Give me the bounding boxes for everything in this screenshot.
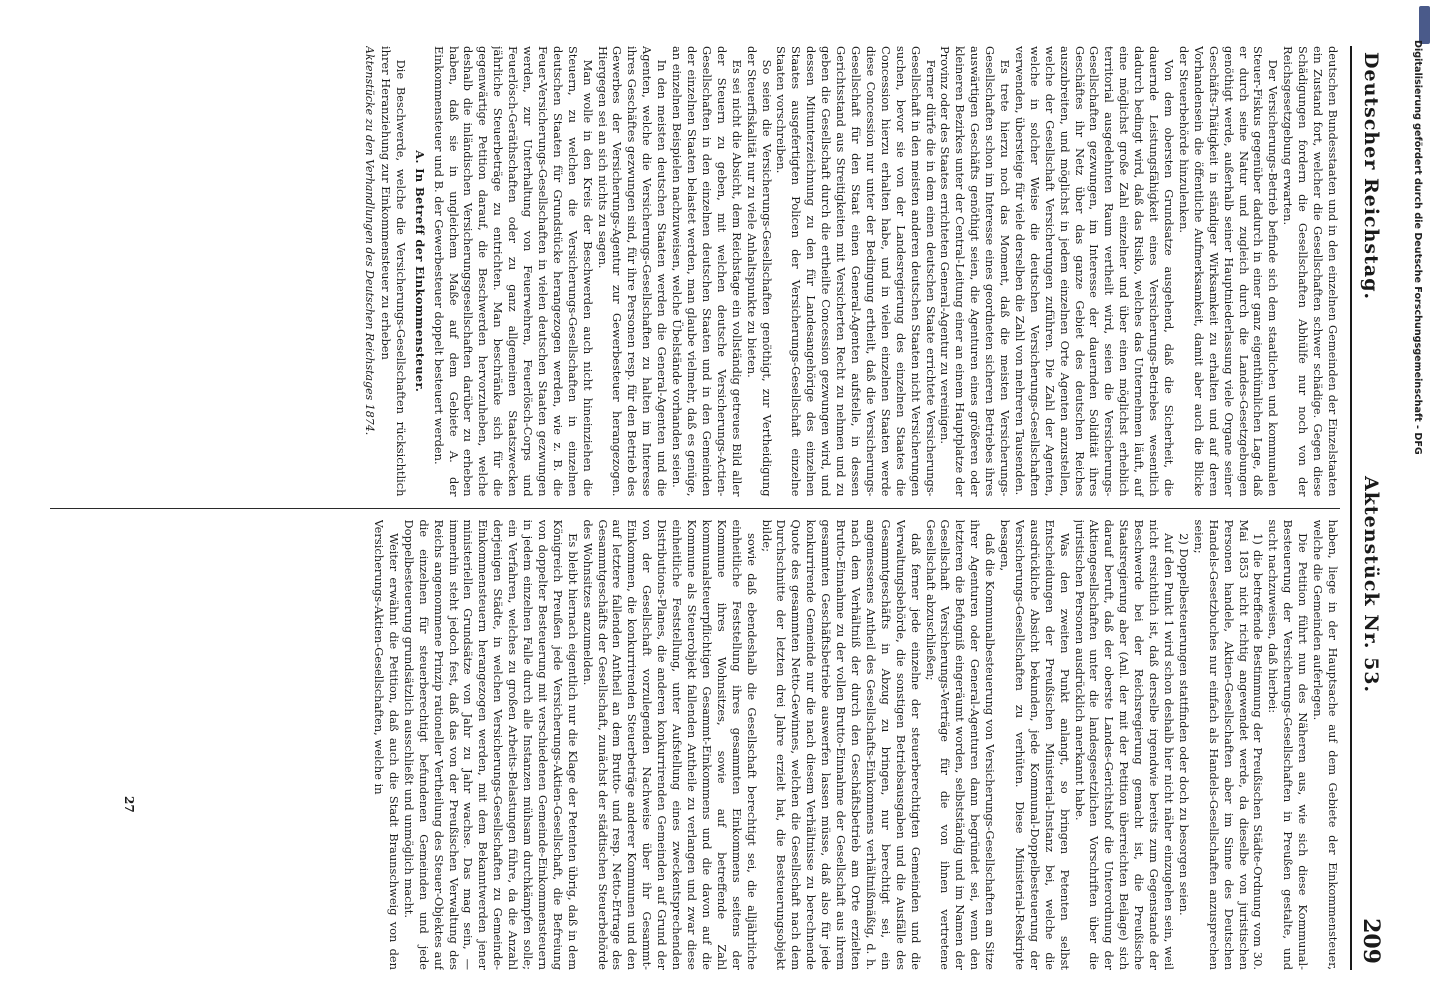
paragraph: haben, liege in der Hauptsache auf dem Gebiete der Einkommensteuer, welche die Gemeinden auferlegen.	[1311, 519, 1340, 971]
digitisation-credit: Digitalisierung gefördert durch die Deutsche Forschungsgemeinschaft - DFG	[1412, 40, 1423, 455]
column-divider	[50, 508, 1340, 509]
paragraph: So seien die Versicherungs-Gesellschaften genöthigt, zur Vertheidigung der Steuerfiskalität nur zu viele Anhaltspunkte zu bieten.	[744, 46, 774, 497]
text-columns	[50, 46, 1340, 970]
paragraph: Die Petition führt nun des Näheren aus, wie sich diese Kommunal-Besteuerung der Versicherungs-Gesellschaften in Preußen gestalte, und sucht nachzuweisen, daß hierbei:	[1266, 519, 1311, 971]
paragraph: 2) Doppelbesteuerungen stattfinden oder doch zu besorgen seien.	[1176, 533, 1191, 916]
paragraph: In den meisten deutschen Staaten werden die General-Agenten und die Agenten, welche die Versicherungs-Gesellschaften zu halten im Interesse ihres Geschäftes gezwungen sind, für ihre Personen resp. für den Betrieb des Gewerbes der Versicherungs-Agentur zur Gewerbesteuer herangezogen. Hiergegen sei an sich nichts zu sagen.	[595, 46, 670, 497]
dfg-logo-icon	[1419, 6, 1430, 44]
source-line: Aktenstücke zu den Verhandlungen des Deutschen Reichstages 1874.	[363, 46, 376, 436]
paragraph: Was den zweiten Punkt anlangt, so bringen Petenten selbst Entscheidungen der Preußischen Ministerial-Instanz bei, welche die ausdrückliche Absicht bekunden, jede Kommunal-Doppelbesteuerung der Versicherungs-Gesellschaften zu verhüten. Diese Ministerial-Reskripte besagen,	[998, 519, 1072, 971]
paragraph: Es trete hierzu noch das Moment, daß die meisten Versicherungs-Gesellschaften schon im Interesse eines geordneten sicheren Betriebes ihres auswärtigen Geschäfts genöthigt seien, die Agenturen eines größeren oder kleineren Bezirkes unter der Central-Leitung einer an einem Hauptplatze der Provinz oder des Staates errichteten General-Agentur zu vereinigen.	[938, 46, 1013, 497]
page-number: 209	[1358, 918, 1384, 964]
paragraph: Weiter erwähnt die Petition, daß auch die Stadt Braunschweig von den Versicherungs-Aktien-Gesellschaften, welche in	[372, 519, 401, 971]
paragraph: Es bleibt hiernach eigentlich nur die Klage der Petenten übrig, daß in dem Königreich Preußen jede Versicherungs-Aktien-Gesellschaft, die Befreiung von doppelter Besteuerung mit verschiedenen Gemeinde-Einkommensteuern in jedem einzelnen Falle durch alle Instanzen mühsam durchkämpfen solle; ein Verfahren, welches zu großen Arbeits-Belastungen führe, da die Anzahl derjenigen Städte, in welchen Versicherungs-Gesellschaften zu Gemeinde-Einkommensteuern herangezogen werden, mit dem Bekanntwerden jener ministeriellen Grundsätze von Jahr zu Jahr wachse. Das mag sein, — immerhin steht jedoch fest, daß das von der Preußischen Verwaltung des Reichs angenommene Prinzip rationeller Vertheilung des Steuer-Objektes auf die einzelnen für steuerberechtigt befundenen Gemeinden und jede Doppelbesteuerung grundsätzlich ausschließt und unmöglich macht.	[401, 519, 580, 971]
signature-mark: 27	[122, 796, 136, 813]
running-head	[1350, 46, 1388, 970]
paragraph: Von dem obersten Grundsatze ausgehend, daß die Sicherheit, die dauernde Leistungsfähigkeit eines Versicherungs-Betriebes wesentlich dadurch bedingt wird, daß das Risiko, welches das Unternehmen läuft, auf eine möglichst große Zahl einzelner und über einen möglichst erheblich territorial ausgedehnten Raum vertheilt wird, seien die Versicherungs-Gesellschaften gezwungen, im Interesse der dauernden Solidität ihres Geschäftes ihr Netz über das ganze Gebiet des deutschen Reiches auszubreiten, und möglichst in jedem einzelnen Orte Agenten anzustellen, welche der Gesellschaft Versicherungen zuführen. Die Zahl der Agenten, welche in solcher Weise die deutschen Versicherungs-Gesellschaften verwenden, übersteige für viele derselben die Zahl von mehreren Tausenden.	[1012, 46, 1177, 497]
paragraph: sowie daß ebendeshalb die Gesellschaft berechtigt sei, die alljährliche einheitliche Feststellung ihres gesammten Einkommens seitens der Kommune ihres Wohnsitzes, sowie auf betreffende Zahl kommunalsteuerpflichtigen Gesammt-Einkommens und die davon auf die Kommune als Steuerobjekt fallenden Antheile zu verlangen und zwar diese einheitliche Feststellung, unter Aufstellung eines zweckentsprechenden Distributions-Planes, die anderen konkurrirenden Gemeinden auf Grund der von der Gesellschaft vorzulegenden Nachweise über ihr Gesammt-Einkommen, die konkurrirenden Steuerbeträge anderer Kommunen und den auf letztere fallenden Antheil an dem Brutto- und resp. Netto-Ertrage des Gesammtgeschäfts der Gesellschaft, zunächst der städtischen Steuerbehörde des Wohnsitzes anzumelden.	[580, 519, 759, 971]
paragraph: deutschen Bundesstaaten und in den einzelnen Gemeinden der Einzelstaaten ein Zustand fort, welcher die Gesellschaften schwer schädige. Gegen diese Schädigungen fordern die Gesellschaften Abhülfe nur noch von der Reichsgesetzgebung erwarten.	[1281, 46, 1340, 497]
document-number: Aktenstück Nr. 53.	[1360, 476, 1382, 694]
paragraph: daß die Kommunalbesteuerung von Versicherungs-Gesellschaften am Sitze ihrer Agenturen oder General-Agenturen dann begründet sei, wenn den letzteren die Befugniß eingeräumt worden, selbstständig und im Namen der Gesellschaft Versicherungs-Verträge für die von ihnen vertretene Gesellschaft abzuschließen;	[923, 519, 998, 971]
paragraph: Es sei nicht die Absicht, dem Reichstage ein vollständig getreues Bild aller der Steuern zu geben, mit welchen deutsche Versicherungs-Actien-Gesellschaften in den einzelnen deutschen Staaten und in den Gemeinden der einzelnen Staaten belastet werden, man glaube vielmehr, daß es genüge, an einzelnen Beispielen nachzuweisen, welche Übelstände vorhanden seien.	[670, 46, 744, 497]
text-column-left	[50, 46, 1340, 497]
paragraph: daß ferner jede einzelne der steuerberechtigten Gemeinden und die Verwaltungsbehörde, die sonstigen Betriebsausgaben und die Ausfälle des Gesammtgeschäfts in Abzug zu bringen, nur berechtigt sei, ein angemessenes Antheil des Gesellschafts-Einkommens verhältnißmäßig, d. h. nach dem Verhältniß der durch den Geschäftsbetrieb am Orte erzielten Brutto-Einnahme zu der vollen Brutto-Einnahme der Gesellschaft aus ihrem gesammten Geschäftsbetriebe auswerfen lassen müsse, daß also für jede konkurrirende Gemeinde nur die nach diesem Verhältnisse zu berechnende Quote des gesammten Netto-Gewinnes, welchen die Gesellschaft nach dem Durchschnitte der letzten drei Jahre erzielt hat, die Besteuerungsobjekt bilde;	[759, 519, 923, 971]
rotated-page	[22, 16, 1406, 1000]
paragraph: Man wolle in den Kreis der Beschwerden auch nicht hineinziehen die Steuern, zu welchen die Versicherungs-Gesellschaften in einzelnen deutschen Staaten für Grundstücke herangezogen werden, wie z. B. die Feuer-Versicherungs-Gesellschaften in vielen deutschen Staaten gezwungen werden, zur Unterhaltung von Feuerwehren, Feuerlösch-Corps und Feuerlösch-Geräthschaften oder zu ganz allgemeinen Staatszwecken jährliche Steuerbeträge zu entrichten. Man beschränke sich für die gegenwärtige Petition darauf, die Beschwerden hervorzuheben, welche deshalb die inländischen Versicherungsgesellschaften darüber zu erheben haben, daß sie in ungleichem Maße auf dem Gebiete A. der Einkommensteuer und B. der Gewerbesteuer doppelt besteuert werden.	[431, 46, 595, 497]
running-head-title: Deutscher Reichstag.	[1360, 52, 1382, 301]
paragraph: Der Versicherungs-Betrieb befinde sich dem staatlichen und kommunalen Steuer-Fiskus gegenüber dadurch in einer ganz eigenthümlichen Lage, daß er durch seine Natur und zugleich durch die Landes-Gesetzgebungen genöthigt werde, außerhalb seiner Hauptniederlassung viele Organe seiner Geschäfts-Thätigkeit in ständiger Wirksamkeit zu erhalten und auf deren Vorhandensein die öffentliche Aufmerksamkeit, damit aber auch die Blicke der Steuerbehörde hinzulenken.	[1176, 46, 1281, 497]
paragraph: 1) die betreffende Bestimmung der Preußischen Städte-Ordnung vom 30. Mai 1853 nicht richtig angewendet werde, da dieselbe von juristischen Personen handele, Aktien-Gesellschaften aber im Sinne des Deutschen Handels-Gesetzbuches nur einfach als Handels-Gesellschaften anzusprechen seien;	[1191, 519, 1266, 971]
section-heading: A. In Betreff der Einkommensteuer.	[412, 150, 427, 393]
paragraph: Auf den Punkt 1 wird schon deshalb hier nicht näher einzugehen sein, weil nicht ersichtlich ist, daß derselbe irgendwie bereits zum Gegenstande der Beschwerde bei der Reichsregierung gemacht ist, die Preußische Staatsregierung aber (Anl. der mit der Petition überreichten Beilage) sich darauf beruft, daß der oberste Landes-Gerichtshof die Unterordnung der Aktiengesellschaften unter die landesgesetzlichen Vorschriften über die juristischen Personen ausdrücklich anerkannt habe.	[1072, 519, 1177, 971]
paragraph: Ferner dürfe die in dem einen deutschen Staate errichtete Versicherungs-Gesellschaft in den meisten anderen deutschen Staaten nicht Versicherungen suchen, bevor sie von der Landesregierung des einzelnen Staates die Concession hierzu erhalten habe, und in vielen einzelnen Staaten werde diese Concession nur unter der Bedingung ertheilt, daß die Versicherungs-Gesellschaft für den Staat einen General-Agenten aufstelle, in dessen Gerichtsstand aus Streitigkeiten mit Versicherten Recht zu nehmen und zu geben die Gesellschaft durch die ertheilte Concession gezwungen wird, und dessen Mitunterzeichnung zu den für Landesangehörige des einzelnen Staates ausgefertigten Policen der Versicherungs-Gesellschaft einzelne Staaten vorschreiben.	[774, 46, 938, 497]
text-column-right	[50, 520, 1340, 971]
paragraph: Die Beschwerde, welche die Versicherungs-Gesellschaften rücksichtlich ihrer Heranziehung zur Einkommensteuer zu erheben	[378, 46, 408, 497]
